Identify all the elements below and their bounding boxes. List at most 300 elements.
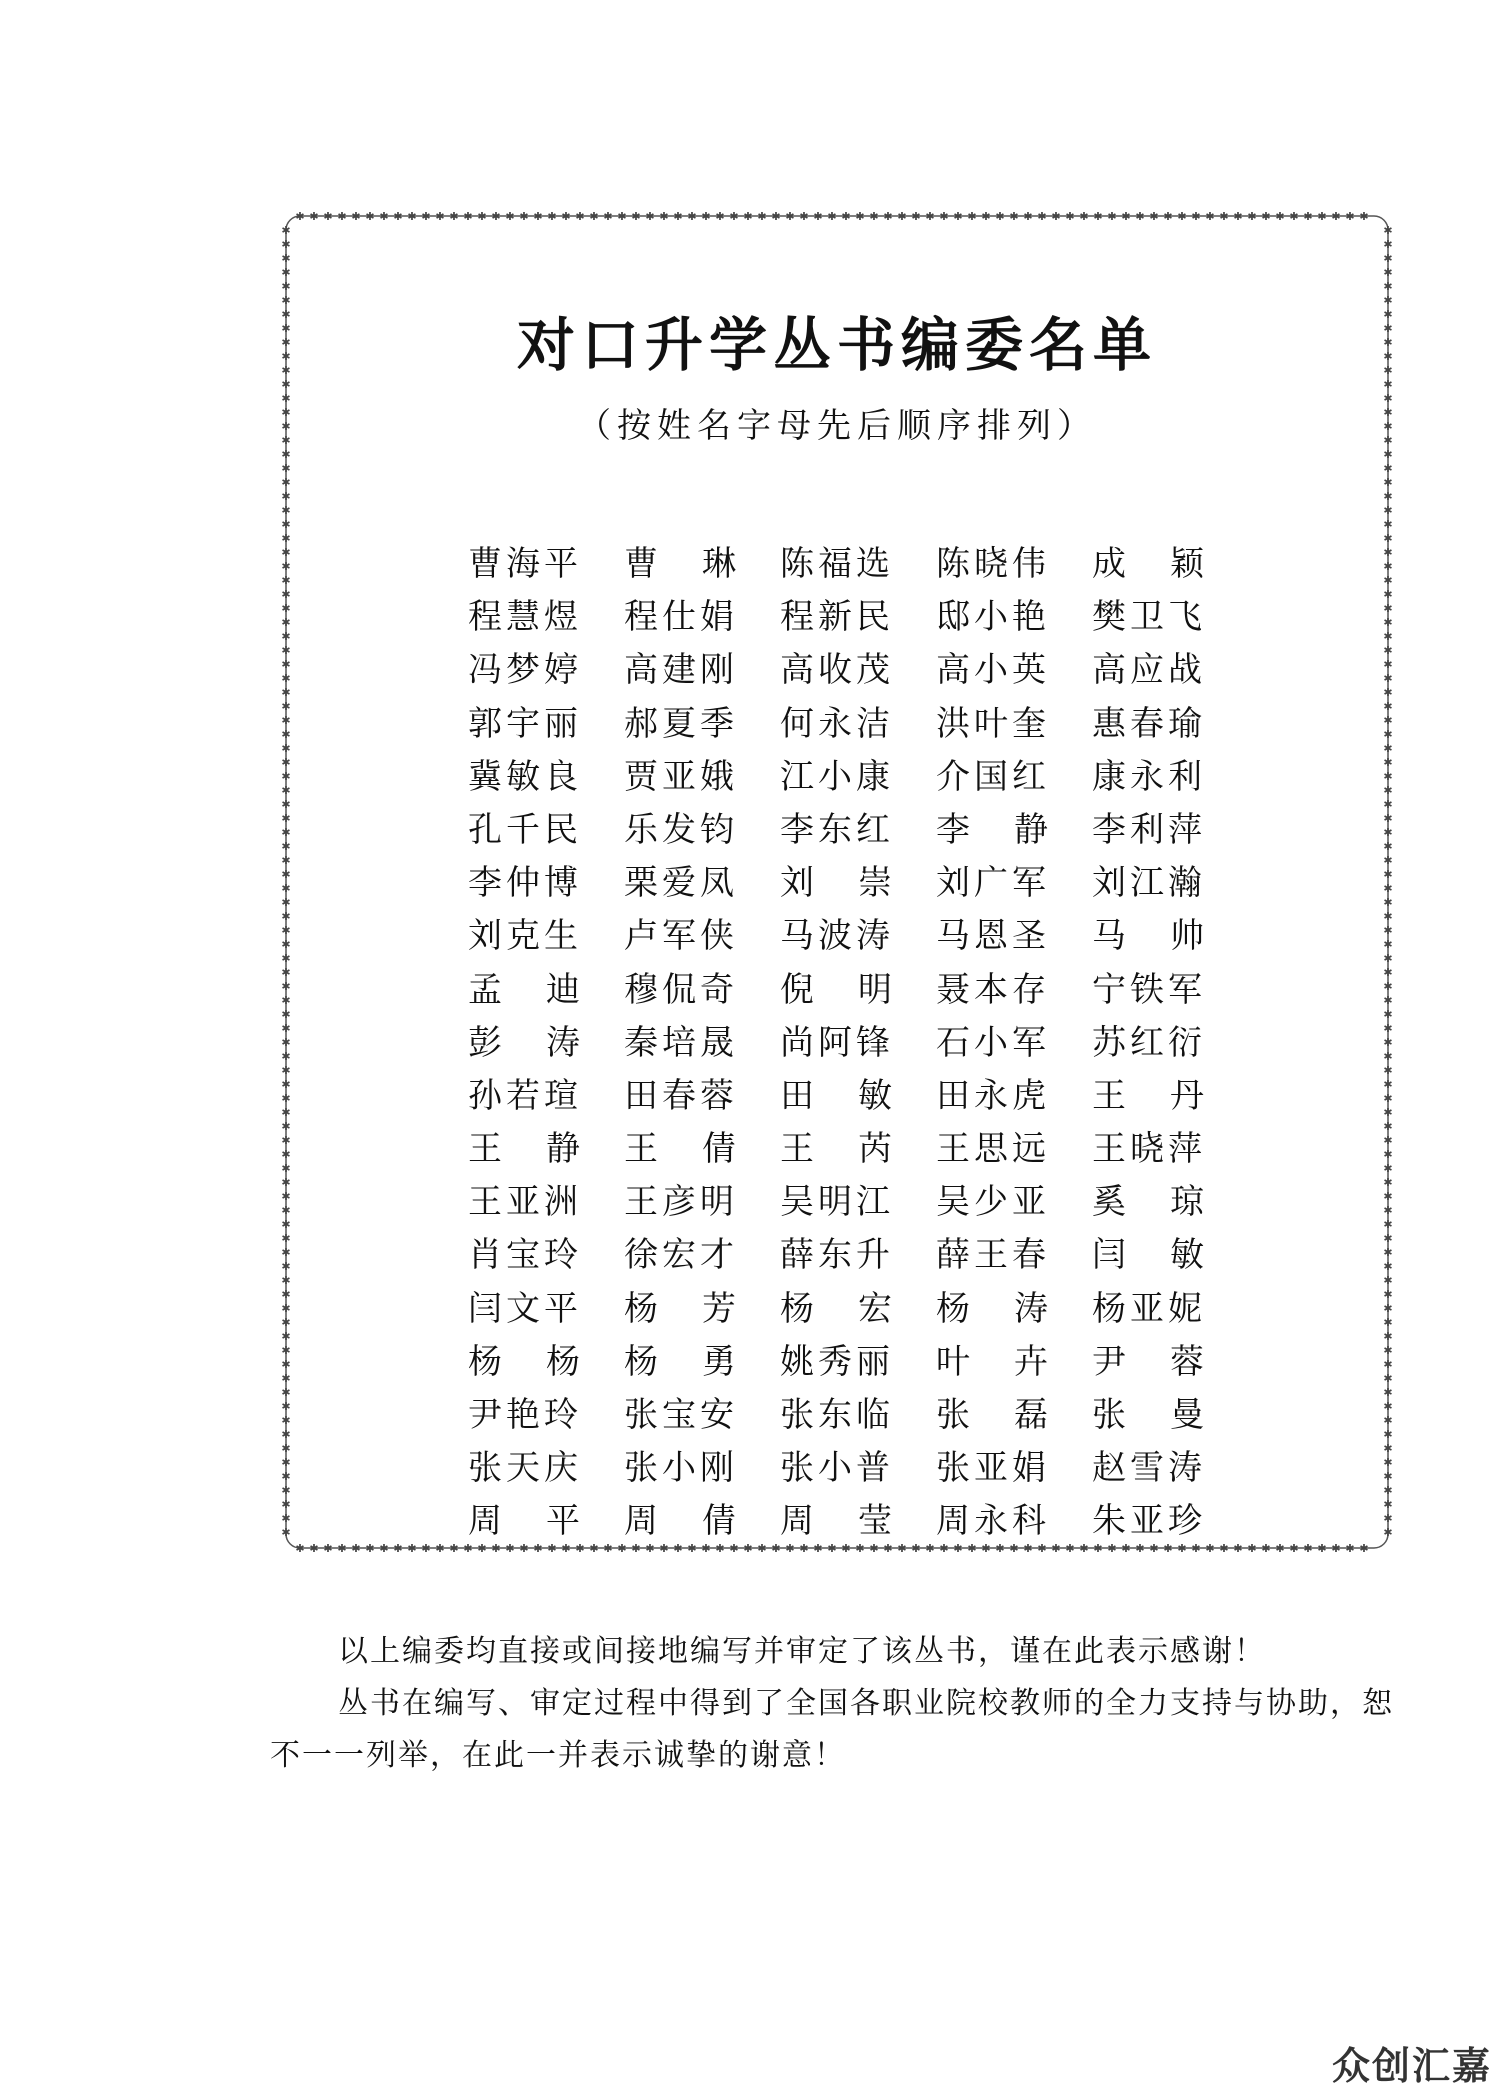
editor-name: 曹 琳 <box>624 544 736 584</box>
editor-name: 栗爱凤 <box>624 863 738 904</box>
svg-text:✱: ✱ <box>421 1542 431 1555</box>
svg-text:✱: ✱ <box>365 210 375 223</box>
svg-text:✱: ✱ <box>463 210 473 223</box>
editor-name: 杨 涛 <box>936 1288 1048 1329</box>
svg-text:✱: ✱ <box>533 210 543 223</box>
svg-text:✱: ✱ <box>1383 1316 1393 1329</box>
svg-text:✱: ✱ <box>1383 826 1393 839</box>
editor-name: 陈晓伟 <box>936 544 1050 584</box>
svg-text:✱: ✱ <box>281 784 291 797</box>
svg-text:✱: ✱ <box>281 630 291 643</box>
svg-text:✱: ✱ <box>1135 1542 1145 1555</box>
editor-name: 周 平 <box>468 1501 580 1542</box>
editor-name: 何永洁 <box>780 703 894 744</box>
editor-name: 吴明江 <box>780 1182 894 1223</box>
svg-text:✱: ✱ <box>281 504 291 517</box>
editor-name: 周 莹 <box>780 1501 892 1542</box>
svg-text:✱: ✱ <box>1383 952 1393 965</box>
svg-text:✱: ✱ <box>911 210 921 223</box>
editor-name: 尚阿锋 <box>780 1022 894 1063</box>
svg-text:✱: ✱ <box>281 1078 291 1091</box>
svg-text:✱: ✱ <box>309 1542 319 1555</box>
svg-text:✱: ✱ <box>281 322 291 335</box>
svg-text:✱: ✱ <box>771 1542 781 1555</box>
svg-text:✱: ✱ <box>785 1542 795 1555</box>
editor-name: 苏红衍 <box>1092 1022 1206 1063</box>
editor-name: 肖宝玲 <box>468 1235 582 1276</box>
svg-text:✱: ✱ <box>309 210 319 223</box>
svg-text:✱: ✱ <box>281 1386 291 1399</box>
svg-text:✱: ✱ <box>1383 1442 1393 1455</box>
svg-text:✱: ✱ <box>1383 308 1393 321</box>
svg-text:✱: ✱ <box>1383 1232 1393 1245</box>
svg-text:✱: ✱ <box>1303 210 1313 223</box>
svg-text:✱: ✱ <box>281 1288 291 1301</box>
svg-text:✱: ✱ <box>1261 210 1271 223</box>
editor-name: 赵雪涛 <box>1092 1448 1206 1489</box>
svg-text:✱: ✱ <box>281 280 291 293</box>
svg-text:✱: ✱ <box>1051 210 1061 223</box>
svg-text:✱: ✱ <box>1383 448 1393 461</box>
name-list <box>468 538 1248 1549</box>
svg-text:✱: ✱ <box>1383 294 1393 307</box>
svg-text:✱: ✱ <box>645 1542 655 1555</box>
svg-text:✱: ✱ <box>1383 980 1393 993</box>
svg-text:✱: ✱ <box>1383 1456 1393 1469</box>
editor-name: 杨 杨 <box>468 1341 580 1382</box>
svg-text:✱: ✱ <box>337 1542 347 1555</box>
editor-name: 王晓萍 <box>1092 1129 1206 1170</box>
svg-text:✱: ✱ <box>967 1542 977 1555</box>
svg-text:✱: ✱ <box>281 840 291 853</box>
svg-text:✱: ✱ <box>1037 1542 1047 1555</box>
svg-text:✱: ✱ <box>1121 1542 1131 1555</box>
editor-name: 张小普 <box>780 1448 894 1489</box>
svg-text:✱: ✱ <box>1205 210 1215 223</box>
svg-text:✱: ✱ <box>701 1542 711 1555</box>
svg-text:✱: ✱ <box>281 1190 291 1203</box>
svg-text:✱: ✱ <box>603 210 613 223</box>
svg-text:✱: ✱ <box>1345 1542 1355 1555</box>
svg-text:✱: ✱ <box>1383 1526 1393 1539</box>
svg-text:✱: ✱ <box>925 210 935 223</box>
svg-text:✱: ✱ <box>757 1542 767 1555</box>
svg-text:✱: ✱ <box>729 210 739 223</box>
svg-text:✱: ✱ <box>883 210 893 223</box>
svg-text:✱: ✱ <box>1261 1542 1271 1555</box>
svg-text:✱: ✱ <box>281 1526 291 1539</box>
svg-text:✱: ✱ <box>281 420 291 433</box>
svg-text:✱: ✱ <box>1219 210 1229 223</box>
svg-text:✱: ✱ <box>281 980 291 993</box>
svg-text:✱: ✱ <box>1289 1542 1299 1555</box>
editor-name: 田永虎 <box>936 1075 1050 1116</box>
svg-text:✱: ✱ <box>1383 896 1393 909</box>
svg-text:✱: ✱ <box>281 812 291 825</box>
svg-text:✱: ✱ <box>1079 1542 1089 1555</box>
subtitle: （按姓名字母先后顺序排列） <box>577 406 1097 446</box>
svg-text:✱: ✱ <box>281 602 291 615</box>
svg-text:✱: ✱ <box>1383 392 1393 405</box>
svg-text:✱: ✱ <box>1383 840 1393 853</box>
svg-text:✱: ✱ <box>281 1456 291 1469</box>
svg-text:✱: ✱ <box>281 1120 291 1133</box>
svg-text:✱: ✱ <box>1051 1542 1061 1555</box>
svg-text:✱: ✱ <box>1317 210 1327 223</box>
svg-text:✱: ✱ <box>673 1542 683 1555</box>
svg-text:✱: ✱ <box>281 896 291 909</box>
editor-name: 王 丹 <box>1092 1075 1204 1116</box>
svg-text:✱: ✱ <box>687 1542 697 1555</box>
svg-text:✱: ✱ <box>617 210 627 223</box>
svg-text:✱: ✱ <box>1383 784 1393 797</box>
svg-text:✱: ✱ <box>295 1542 305 1555</box>
svg-text:✱: ✱ <box>379 1542 389 1555</box>
editor-name: 尹艳玲 <box>468 1395 582 1435</box>
editor-name: 倪 明 <box>780 969 892 1010</box>
editor-name: 宁铁军 <box>1092 969 1206 1010</box>
svg-text:✱: ✱ <box>379 210 389 223</box>
decorative-frame <box>278 208 1396 1556</box>
svg-text:✱: ✱ <box>1383 280 1393 293</box>
svg-text:✱: ✱ <box>1383 1162 1393 1175</box>
svg-text:✱: ✱ <box>281 476 291 489</box>
editor-name: 李东红 <box>780 809 894 850</box>
editor-name: 冀敏良 <box>468 756 582 797</box>
svg-text:✱: ✱ <box>449 210 459 223</box>
svg-text:✱: ✱ <box>281 1162 291 1175</box>
editor-name: 杨亚妮 <box>1092 1288 1206 1329</box>
svg-text:✱: ✱ <box>281 1428 291 1441</box>
editor-name: 郭宇丽 <box>468 703 582 744</box>
svg-text:✱: ✱ <box>281 560 291 573</box>
svg-text:✱: ✱ <box>407 1542 417 1555</box>
editor-name: 田春蓉 <box>624 1075 738 1116</box>
svg-text:✱: ✱ <box>491 210 501 223</box>
editor-name: 尹 蓉 <box>1092 1341 1204 1382</box>
svg-text:✱: ✱ <box>1289 210 1299 223</box>
svg-text:✱: ✱ <box>351 210 361 223</box>
editor-name: 高应战 <box>1092 650 1206 691</box>
svg-text:✱: ✱ <box>1383 924 1393 937</box>
svg-text:✱: ✱ <box>603 1542 613 1555</box>
svg-text:✱: ✱ <box>547 210 557 223</box>
editor-name: 刘 崇 <box>780 863 892 904</box>
svg-text:✱: ✱ <box>1383 658 1393 671</box>
editor-name: 聂本存 <box>936 969 1050 1010</box>
editor-name: 乐发钧 <box>624 809 738 850</box>
svg-text:✱: ✱ <box>1383 1372 1393 1385</box>
svg-text:✱: ✱ <box>1383 812 1393 825</box>
svg-text:✱: ✱ <box>281 266 291 279</box>
svg-text:✱: ✱ <box>281 518 291 531</box>
editor-name: 李仲博 <box>468 863 582 904</box>
svg-text:✱: ✱ <box>281 700 291 713</box>
svg-text:✱: ✱ <box>1383 1400 1393 1413</box>
svg-text:✱: ✱ <box>281 1302 291 1315</box>
svg-text:✱: ✱ <box>281 994 291 1007</box>
svg-text:✱: ✱ <box>869 1542 879 1555</box>
svg-text:✱: ✱ <box>1383 672 1393 685</box>
svg-text:✱: ✱ <box>757 210 767 223</box>
svg-text:✱: ✱ <box>281 1316 291 1329</box>
svg-text:✱: ✱ <box>281 1008 291 1021</box>
svg-text:✱: ✱ <box>1383 644 1393 657</box>
svg-text:✱: ✱ <box>869 210 879 223</box>
editor-name: 冯梦婷 <box>468 650 582 691</box>
svg-text:✱: ✱ <box>1383 1022 1393 1035</box>
svg-text:✱: ✱ <box>281 1260 291 1273</box>
editor-name: 闫文平 <box>468 1288 582 1329</box>
svg-text:✱: ✱ <box>1383 630 1393 643</box>
svg-text:✱: ✱ <box>1023 1542 1033 1555</box>
svg-text:✱: ✱ <box>463 1542 473 1555</box>
svg-text:✱: ✱ <box>715 210 725 223</box>
svg-text:✱: ✱ <box>393 1542 403 1555</box>
svg-text:✱: ✱ <box>659 210 669 223</box>
svg-text:✱: ✱ <box>281 378 291 391</box>
svg-text:✱: ✱ <box>1383 266 1393 279</box>
svg-text:✱: ✱ <box>281 490 291 503</box>
svg-text:✱: ✱ <box>1135 210 1145 223</box>
svg-text:✱: ✱ <box>785 210 795 223</box>
svg-text:✱: ✱ <box>281 588 291 601</box>
svg-text:✱: ✱ <box>281 532 291 545</box>
editor-name: 杨 勇 <box>624 1341 736 1382</box>
svg-text:✱: ✱ <box>281 294 291 307</box>
editor-name: 石小军 <box>936 1022 1050 1063</box>
svg-text:✱: ✱ <box>281 448 291 461</box>
svg-text:✱: ✱ <box>1383 1484 1393 1497</box>
svg-text:✱: ✱ <box>365 1542 375 1555</box>
svg-text:✱: ✱ <box>1219 1542 1229 1555</box>
svg-text:✱: ✱ <box>281 1022 291 1035</box>
svg-text:✱: ✱ <box>281 1246 291 1259</box>
svg-text:✱: ✱ <box>281 1050 291 1063</box>
svg-text:✱: ✱ <box>1383 1092 1393 1105</box>
svg-text:✱: ✱ <box>281 364 291 377</box>
editor-name: 郝夏季 <box>624 703 738 744</box>
svg-text:✱: ✱ <box>1383 476 1393 489</box>
svg-text:✱: ✱ <box>1383 238 1393 251</box>
svg-text:✱: ✱ <box>1383 1470 1393 1483</box>
editor-name: 杨 芳 <box>624 1288 736 1329</box>
svg-text:✱: ✱ <box>575 1542 585 1555</box>
svg-text:✱: ✱ <box>435 1542 445 1555</box>
svg-text:✱: ✱ <box>519 1542 529 1555</box>
svg-text:✱: ✱ <box>281 434 291 447</box>
svg-text:✱: ✱ <box>1383 1302 1393 1315</box>
svg-text:✱: ✱ <box>799 210 809 223</box>
svg-text:✱: ✱ <box>1383 574 1393 587</box>
svg-text:✱: ✱ <box>1383 1246 1393 1259</box>
svg-text:✱: ✱ <box>281 1106 291 1119</box>
svg-text:✱: ✱ <box>659 1542 669 1555</box>
editor-name: 王彦明 <box>624 1182 738 1223</box>
editor-name: 彭 涛 <box>468 1022 580 1063</box>
svg-text:✱: ✱ <box>477 1542 487 1555</box>
editor-name: 王 静 <box>468 1129 580 1170</box>
svg-text:✱: ✱ <box>1121 210 1131 223</box>
editor-name: 曹海平 <box>468 544 582 584</box>
svg-text:✱: ✱ <box>1065 1542 1075 1555</box>
svg-text:✱: ✱ <box>981 1542 991 1555</box>
svg-text:✱: ✱ <box>281 854 291 867</box>
editor-name: 田 敏 <box>780 1075 892 1116</box>
svg-text:✱: ✱ <box>281 756 291 769</box>
svg-text:✱: ✱ <box>281 336 291 349</box>
svg-text:✱: ✱ <box>281 910 291 923</box>
svg-text:✱: ✱ <box>589 1542 599 1555</box>
svg-text:✱: ✱ <box>1093 210 1103 223</box>
svg-text:✱: ✱ <box>575 210 585 223</box>
svg-text:✱: ✱ <box>1247 210 1257 223</box>
svg-text:✱: ✱ <box>1383 1036 1393 1049</box>
svg-text:✱: ✱ <box>1383 1204 1393 1217</box>
editor-name: 王亚洲 <box>468 1182 582 1223</box>
svg-text:✱: ✱ <box>897 1542 907 1555</box>
svg-text:✱: ✱ <box>1009 1542 1019 1555</box>
svg-text:✱: ✱ <box>1383 364 1393 377</box>
svg-text:✱: ✱ <box>1383 546 1393 559</box>
svg-text:✱: ✱ <box>1383 742 1393 755</box>
svg-text:✱: ✱ <box>953 210 963 223</box>
svg-text:✱: ✱ <box>841 1542 851 1555</box>
svg-text:✱: ✱ <box>1383 882 1393 895</box>
svg-text:✱: ✱ <box>1079 210 1089 223</box>
svg-text:✱: ✱ <box>631 210 641 223</box>
editor-name: 周 倩 <box>624 1501 736 1542</box>
svg-text:✱: ✱ <box>407 210 417 223</box>
svg-text:✱: ✱ <box>1383 406 1393 419</box>
svg-text:✱: ✱ <box>491 1542 501 1555</box>
svg-text:✱: ✱ <box>1383 966 1393 979</box>
svg-text:✱: ✱ <box>1383 1512 1393 1525</box>
editor-name: 孔千民 <box>468 809 582 850</box>
svg-text:✱: ✱ <box>1383 1498 1393 1511</box>
svg-text:✱: ✱ <box>1383 938 1393 951</box>
svg-text:✱: ✱ <box>967 210 977 223</box>
editor-name: 程慧煜 <box>468 597 582 638</box>
svg-text:✱: ✱ <box>1107 1542 1117 1555</box>
svg-text:✱: ✱ <box>449 1542 459 1555</box>
svg-text:✱: ✱ <box>1163 210 1173 223</box>
svg-text:✱: ✱ <box>323 1542 333 1555</box>
svg-text:✱: ✱ <box>701 210 711 223</box>
svg-text:✱: ✱ <box>323 210 333 223</box>
svg-text:✱: ✱ <box>281 1484 291 1497</box>
svg-text:✱: ✱ <box>281 742 291 755</box>
svg-text:✱: ✱ <box>281 1400 291 1413</box>
editor-name: 卢军侠 <box>624 916 738 957</box>
svg-text:✱: ✱ <box>1383 1008 1393 1021</box>
svg-text:✱: ✱ <box>281 406 291 419</box>
svg-text:✱: ✱ <box>645 210 655 223</box>
svg-text:✱: ✱ <box>281 1344 291 1357</box>
svg-text:✱: ✱ <box>435 210 445 223</box>
svg-text:✱: ✱ <box>1205 1542 1215 1555</box>
editor-name: 张宝安 <box>624 1395 738 1435</box>
editor-name: 王思远 <box>936 1129 1050 1170</box>
svg-text:✱: ✱ <box>1383 420 1393 433</box>
editor-name: 穆侃奇 <box>624 969 738 1010</box>
svg-text:✱: ✱ <box>1383 532 1393 545</box>
svg-text:✱: ✱ <box>281 966 291 979</box>
svg-text:✱: ✱ <box>281 924 291 937</box>
svg-text:✱: ✱ <box>281 1232 291 1245</box>
svg-text:✱: ✱ <box>1383 1106 1393 1119</box>
svg-text:✱: ✱ <box>1383 1344 1393 1357</box>
svg-text:✱: ✱ <box>1383 756 1393 769</box>
svg-text:✱: ✱ <box>281 350 291 363</box>
editor-name: 杨 宏 <box>780 1288 892 1329</box>
editor-name: 马 帅 <box>1092 916 1204 957</box>
editor-name: 程仕娟 <box>624 597 738 638</box>
svg-text:✱: ✱ <box>281 224 291 237</box>
svg-text:✱: ✱ <box>1383 910 1393 923</box>
editor-name: 薛东升 <box>780 1235 894 1276</box>
editor-name: 樊卫飞 <box>1092 597 1206 638</box>
svg-text:✱: ✱ <box>729 1542 739 1555</box>
svg-text:✱: ✱ <box>281 462 291 475</box>
svg-text:✱: ✱ <box>1383 490 1393 503</box>
editor-name: 朱亚珍 <box>1092 1501 1206 1542</box>
svg-text:✱: ✱ <box>351 1542 361 1555</box>
svg-text:✱: ✱ <box>1317 1542 1327 1555</box>
svg-text:✱: ✱ <box>1383 714 1393 727</box>
svg-text:✱: ✱ <box>1065 210 1075 223</box>
svg-text:✱: ✱ <box>281 1176 291 1189</box>
editor-name: 高小英 <box>936 650 1050 691</box>
editor-name: 张东临 <box>780 1395 894 1435</box>
svg-text:✱: ✱ <box>1037 210 1047 223</box>
svg-text:✱: ✱ <box>337 210 347 223</box>
svg-text:✱: ✱ <box>813 1542 823 1555</box>
editor-name: 邸小艳 <box>936 597 1050 638</box>
svg-text:✱: ✱ <box>281 1064 291 1077</box>
svg-text:✱: ✱ <box>995 210 1005 223</box>
editor-name: 孙若瑄 <box>468 1075 582 1116</box>
svg-text:✱: ✱ <box>519 210 529 223</box>
svg-text:✱: ✱ <box>1383 1190 1393 1203</box>
svg-text:✱: ✱ <box>1383 1148 1393 1161</box>
svg-text:✱: ✱ <box>1383 616 1393 629</box>
svg-text:✱: ✱ <box>281 616 291 629</box>
svg-text:✱: ✱ <box>1383 1120 1393 1133</box>
svg-text:✱: ✱ <box>281 798 291 811</box>
svg-text:✱: ✱ <box>1383 224 1393 237</box>
svg-text:✱: ✱ <box>1233 1542 1243 1555</box>
svg-text:✱: ✱ <box>281 1512 291 1525</box>
svg-text:✱: ✱ <box>1149 1542 1159 1555</box>
svg-text:✱: ✱ <box>855 210 865 223</box>
svg-text:✱: ✱ <box>939 210 949 223</box>
svg-text:✱: ✱ <box>281 938 291 951</box>
editor-name: 秦培晟 <box>624 1022 738 1063</box>
svg-text:✱: ✱ <box>281 658 291 671</box>
svg-text:✱: ✱ <box>799 1542 809 1555</box>
svg-text:✱: ✱ <box>841 210 851 223</box>
svg-text:✱: ✱ <box>1163 1542 1173 1555</box>
svg-text:✱: ✱ <box>281 1148 291 1161</box>
svg-text:✱: ✱ <box>281 1218 291 1231</box>
svg-text:✱: ✱ <box>281 714 291 727</box>
acknowledgement-line-1: 以上编委均直接或间接地编写并审定了该丛书，谨在此表示感谢！ <box>338 1634 1266 1669</box>
svg-text:✱: ✱ <box>281 1470 291 1483</box>
svg-text:✱: ✱ <box>897 210 907 223</box>
svg-text:✱: ✱ <box>1383 1078 1393 1091</box>
svg-text:✱: ✱ <box>589 210 599 223</box>
